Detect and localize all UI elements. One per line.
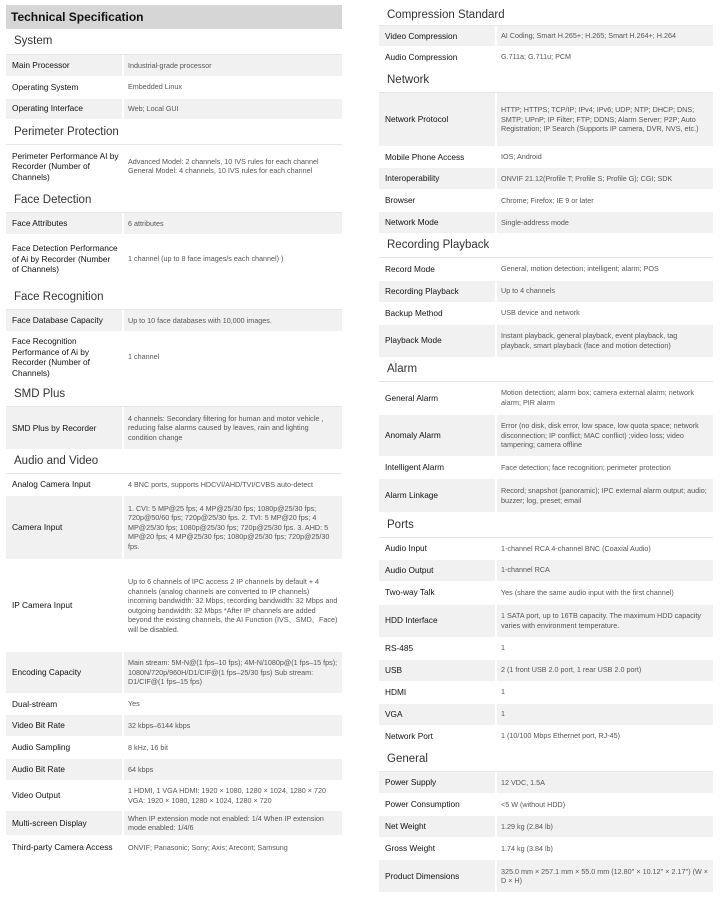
spec-table-system xyxy=(6,55,342,120)
section-heading-ports: Ports xyxy=(379,513,713,538)
spec-label: Network Mode xyxy=(379,212,496,234)
spec-value: Error (no disk, disk error, low space, low quota space; network disconnection; IP conflict; MAC conflict) ;video loss; video tampering; camera offline xyxy=(496,415,713,457)
document-title: Technical Specification xyxy=(6,5,342,29)
spec-table-compression-standard xyxy=(379,26,713,69)
spec-label: Backup Method xyxy=(379,302,496,324)
spec-label: Network Protocol xyxy=(379,93,496,147)
spec-value: 1.74 kg (3.84 lb) xyxy=(496,838,713,860)
spec-row xyxy=(379,772,713,794)
spec-value: 8 kHz, 16 bit xyxy=(123,737,342,759)
spec-row xyxy=(6,213,342,234)
spec-label: Multi-screen Display xyxy=(6,811,123,836)
left-column xyxy=(6,5,342,860)
spec-row xyxy=(379,258,713,280)
spec-value: Face detection; face recognition; perimeter protection xyxy=(496,457,713,479)
section-heading-face-detection: Face Detection xyxy=(6,189,342,213)
spec-label: Video Bit Rate xyxy=(6,715,123,737)
section-heading-smd-plus: SMD Plus xyxy=(6,383,342,407)
spec-label: Recording Playback xyxy=(379,280,496,302)
spec-row xyxy=(379,280,713,302)
spec-value: HTTP; HTTPS; TCP/IP; IPv4; IPv6; UDP; NTP; DHCP; DNS; SMTP; UPnP; IP Filter; FTP; DDNS; Alarm Server; P2P; Auto Registration; IP Search (Supports IP camera, DVR, NVS, etc.) xyxy=(496,93,713,147)
spec-label: VGA xyxy=(379,703,496,725)
spec-row xyxy=(379,147,713,168)
spec-label: SMD Plus by Recorder xyxy=(6,407,123,449)
spec-row xyxy=(379,637,713,659)
spec-label: Intelligent Alarm xyxy=(379,457,496,479)
spec-label: General Alarm xyxy=(379,382,496,415)
spec-label: Net Weight xyxy=(379,816,496,838)
spec-value: Up to 6 channels of IPC access 2 IP channels by default + 4 channels (analog channels are converted to IP channels) incoming bandwidth: 32 Mbps, recording bandwidth: 32 Mbps and outgoing bandwidth: 32 Mbps *After IP channels are added beyond the existing channels, the AI Function (IVS、SMD、Face) will be disabled. xyxy=(123,560,342,652)
spec-value: 1 (10/100 Mbps Ethernet port, RJ-45) xyxy=(496,725,713,747)
spec-label: Third-party Camera Access xyxy=(6,836,123,860)
spec-table-general xyxy=(379,772,713,894)
spec-label: Anomaly Alarm xyxy=(379,415,496,457)
spec-row xyxy=(6,310,342,332)
section-heading-perimeter-protection: Perimeter Protection xyxy=(6,120,342,145)
spec-label: Audio Bit Rate xyxy=(6,759,123,781)
spec-row xyxy=(379,479,713,513)
spec-value: Up to 4 channels xyxy=(496,280,713,302)
spec-value: Industrial-grade processor xyxy=(123,55,342,76)
spec-row xyxy=(6,76,342,98)
spec-row xyxy=(6,55,342,76)
spec-value: 1 xyxy=(496,681,713,703)
spec-row xyxy=(379,415,713,457)
spec-table-face-recognition xyxy=(6,310,342,384)
spec-label: USB xyxy=(379,659,496,681)
spec-label: Record Mode xyxy=(379,258,496,280)
spec-value: G.711a; G.711u; PCM xyxy=(496,46,713,68)
spec-value: 32 kbps–6144 kbps xyxy=(123,715,342,737)
spec-label: Audio Input xyxy=(379,538,496,559)
spec-label: Operating System xyxy=(6,76,123,98)
spec-row xyxy=(379,838,713,860)
spec-row xyxy=(379,703,713,725)
spec-value: 1 channel (up to 8 face images/s each channel) ) xyxy=(123,234,342,284)
spec-value: Motion detection; alarm box; camera external alarm; network alarm; PIR alarm xyxy=(496,382,713,415)
spec-table-recording-playback xyxy=(379,258,713,358)
spec-row xyxy=(379,860,713,893)
spec-value: Up to 10 face databases with 10,000 images. xyxy=(123,310,342,332)
spec-value: Chrome; Firefox; IE 9 or later xyxy=(496,190,713,212)
spec-value: 1 SATA port, up to 16TB capacity. The maximum HDD capacity varies with environment temperature. xyxy=(496,604,713,637)
spec-value: 1 xyxy=(496,703,713,725)
spec-label: Video Output xyxy=(6,781,123,811)
spec-row xyxy=(6,737,342,759)
spec-label: Dual-stream xyxy=(6,694,123,715)
spec-label: Browser xyxy=(379,190,496,212)
spec-value: Yes (share the same audio input with the first channel) xyxy=(496,581,713,604)
spec-table-ports xyxy=(379,538,713,748)
spec-row xyxy=(6,98,342,119)
spec-value: 1. CVI: 5 MP@25 fps; 4 MP@25/30 fps; 1080p@25/30 fps; 720p@50/60 fps; 720p@25/30 fps. 2. TVI: 5 MP@20 fps; 4 MP@25/30 fps; 1080p@25/30 fps; 720p@25/30 fps. 3. AHD: 5 MP@20 fps; 4 MP@25/30 fps; 1080p@25/30 fps; 720p@25/30 fps. xyxy=(123,496,342,560)
spec-value: <5 W (without HDD) xyxy=(496,794,713,816)
spec-row xyxy=(379,168,713,190)
spec-value: ONVIF 21.12(Profile T; Profile S; Profile G); CGI; SDK xyxy=(496,168,713,190)
spec-row xyxy=(379,190,713,212)
spec-label: Two-way Talk xyxy=(379,581,496,604)
spec-row xyxy=(6,715,342,737)
spec-label: Operating Interface xyxy=(6,98,123,119)
spec-label: Interoperability xyxy=(379,168,496,190)
spec-value: Yes xyxy=(123,694,342,715)
spec-value: Single-address mode xyxy=(496,212,713,234)
spec-label: Alarm Linkage xyxy=(379,479,496,513)
spec-row xyxy=(6,407,342,449)
spec-label: Face Database Capacity xyxy=(6,310,123,332)
spec-value: Embedded Linux xyxy=(123,76,342,98)
spec-table-alarm xyxy=(379,382,713,514)
spec-value: Advanced Model: 2 channels, 10 IVS rules for each channel General Model: 4 channels, 10 IVS rules for each channel xyxy=(123,145,342,189)
spec-row xyxy=(379,604,713,637)
spec-label: HDD Interface xyxy=(379,604,496,637)
spec-value: 1.29 kg (2.84 lb) xyxy=(496,816,713,838)
spec-row xyxy=(6,836,342,860)
spec-value: 6 attributes xyxy=(123,213,342,234)
spec-value: Instant playback, general playback, event playback, tag playback, smart playback (face and motion detection) xyxy=(496,324,713,357)
spec-label: HDMI xyxy=(379,681,496,703)
spec-row xyxy=(6,474,342,496)
spec-row xyxy=(379,538,713,559)
spec-label: RS-485 xyxy=(379,637,496,659)
spec-value: When IP extension mode not enabled: 1/4 When IP extension mode enabled: 1/4/6 xyxy=(123,811,342,836)
section-heading-network: Network xyxy=(379,69,713,93)
spec-label: Mobile Phone Access xyxy=(379,147,496,168)
spec-row xyxy=(379,794,713,816)
spec-value: ONVIF; Panasonic; Sony; Axis; Arecont; Samsung xyxy=(123,836,342,860)
spec-label: Gross Weight xyxy=(379,838,496,860)
spec-row xyxy=(379,681,713,703)
spec-label: Encoding Capacity xyxy=(6,652,123,694)
spec-value: 2 (1 front USB 2.0 port, 1 rear USB 2.0 port) xyxy=(496,659,713,681)
spec-value: 1 xyxy=(496,637,713,659)
spec-value: Web; Local GUI xyxy=(123,98,342,119)
spec-label: Network Port xyxy=(379,725,496,747)
spec-value: IOS; Android xyxy=(496,147,713,168)
spec-label: Camera Input xyxy=(6,496,123,560)
spec-table-audio-and-video xyxy=(6,474,342,861)
spec-value: 1-channel RCA xyxy=(496,559,713,581)
spec-label: Audio Sampling xyxy=(6,737,123,759)
spec-row xyxy=(6,759,342,781)
spec-label: Product Dimensions xyxy=(379,860,496,893)
spec-label: Video Compression xyxy=(379,26,496,46)
section-heading-system: System xyxy=(6,29,342,55)
spec-table-smd-plus xyxy=(6,407,342,450)
spec-value: 1 HDMI, 1 VGA HDMI: 1920 × 1080, 1280 × 1024, 1280 × 720 VGA: 1920 × 1080, 1280 × 1024, 1280 × 720 xyxy=(123,781,342,811)
spec-row xyxy=(379,212,713,234)
spec-row xyxy=(379,46,713,68)
spec-row xyxy=(6,811,342,836)
spec-row xyxy=(379,457,713,479)
spec-value: 4 channels: Secondary filtering for human and motor vehicle , reducing false alarms caused by leaves, rain and lighting condition change xyxy=(123,407,342,449)
spec-label: Audio Compression xyxy=(379,46,496,68)
section-heading-face-recognition: Face Recognition xyxy=(6,285,342,310)
spec-table-face-detection xyxy=(6,213,342,285)
spec-table-perimeter-protection xyxy=(6,145,342,190)
section-heading-general: General xyxy=(379,748,713,772)
spec-row xyxy=(6,560,342,652)
spec-row xyxy=(379,324,713,357)
spec-row xyxy=(6,332,342,383)
spec-value: 1-channel RCA 4-channel BNC (Coaxial Audio) xyxy=(496,538,713,559)
right-column xyxy=(379,5,713,893)
spec-label: Playback Mode xyxy=(379,324,496,357)
spec-label: Face Detection Performance of Ai by Recorder (Number of Channels) xyxy=(6,234,123,284)
spec-table-network xyxy=(379,93,713,235)
spec-row xyxy=(379,26,713,46)
spec-row xyxy=(6,496,342,560)
spec-label: Face Recognition Performance of Ai by Recorder (Number of Channels) xyxy=(6,332,123,383)
spec-row xyxy=(6,652,342,694)
spec-label: Face Attributes xyxy=(6,213,123,234)
section-heading-audio-and-video: Audio and Video xyxy=(6,450,342,474)
spec-row xyxy=(6,781,342,811)
spec-label: Power Supply xyxy=(379,772,496,794)
spec-row xyxy=(379,559,713,581)
spec-value: 64 kbps xyxy=(123,759,342,781)
spec-value: 1 channel xyxy=(123,332,342,383)
spec-row xyxy=(379,302,713,324)
spec-value: Main stream: 5M-N@(1 fps–10 fps); 4M-N/1080p@(1 fps–15 fps); 1080N/720p/960H/D1/CIF@(1 fps–25/30 fps) Sub stream: D1/CIF@(1 fps–15 fps) xyxy=(123,652,342,694)
spec-row xyxy=(379,93,713,147)
spec-value: AI Coding; Smart H.265+; H.265; Smart H.264+; H.264 xyxy=(496,26,713,46)
spec-label: Analog Camera Input xyxy=(6,474,123,496)
section-heading-alarm: Alarm xyxy=(379,358,713,382)
spec-value: USB device and network xyxy=(496,302,713,324)
spec-row xyxy=(6,694,342,715)
spec-value: 12 VDC, 1.5A xyxy=(496,772,713,794)
spec-value: 4 BNC ports, supports HDCVI/AHD/TVI/CVBS auto-detect xyxy=(123,474,342,496)
spec-row xyxy=(6,234,342,284)
spec-label: Audio Output xyxy=(379,559,496,581)
spec-row xyxy=(379,816,713,838)
spec-row xyxy=(379,382,713,415)
spec-label: Perimeter Performance AI by Recorder (Number of Channels) xyxy=(6,145,123,189)
section-heading-compression-standard: Compression Standard xyxy=(379,5,713,26)
section-heading-recording-playback: Recording Playback xyxy=(379,234,713,258)
spec-label: Power Consumption xyxy=(379,794,496,816)
spec-value: Record; snapshot (panoramic); IPC external alarm output; audio; buzzer; log, preset; email xyxy=(496,479,713,513)
spec-row xyxy=(379,659,713,681)
spec-value: 325.0 mm × 257.1 mm × 55.0 mm (12.80'' × 10.12'' × 2.17'') (W × D × H) xyxy=(496,860,713,893)
spec-value: General, motion detection; intelligent; alarm; POS xyxy=(496,258,713,280)
spec-row xyxy=(379,581,713,604)
spec-label: Main Processor xyxy=(6,55,123,76)
spec-label: IP Camera Input xyxy=(6,560,123,652)
spec-row xyxy=(6,145,342,189)
spec-row xyxy=(379,725,713,747)
